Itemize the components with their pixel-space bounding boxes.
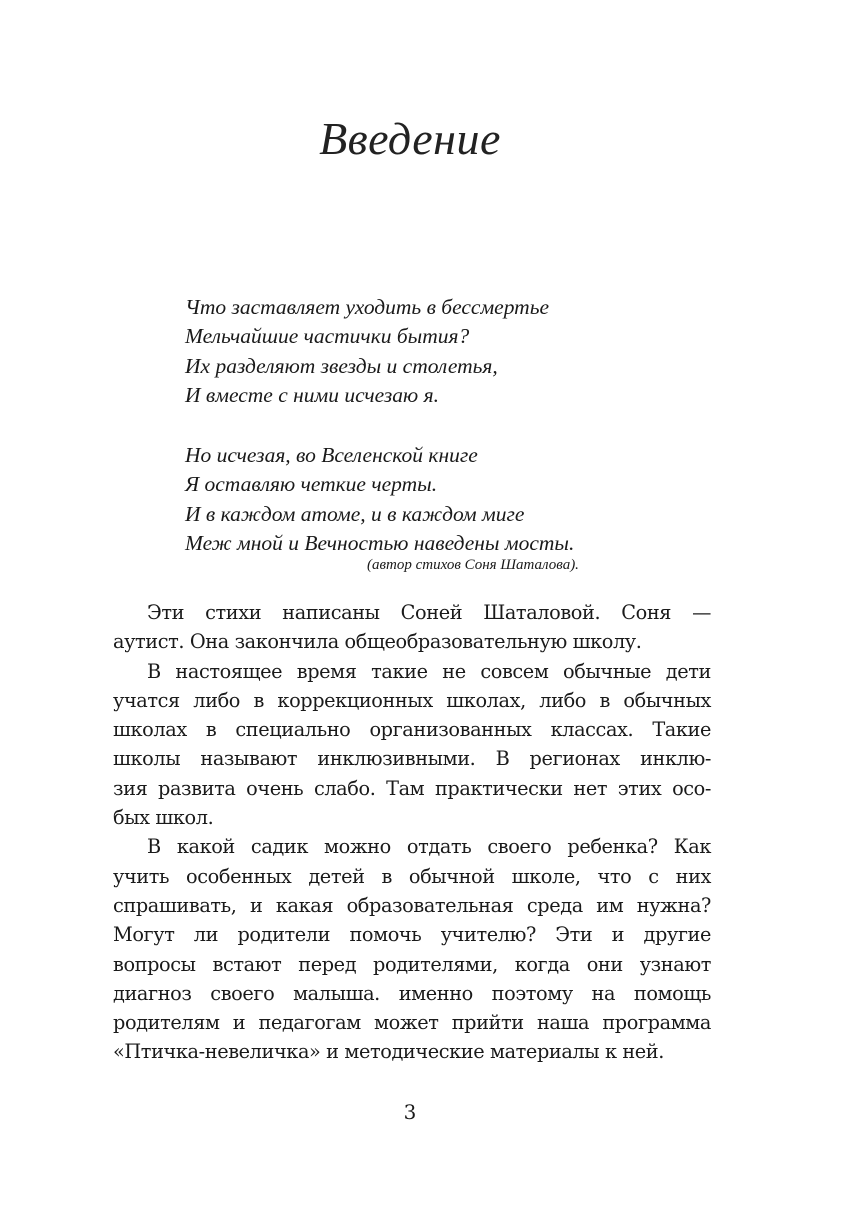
paragraph [113,657,711,833]
text-line: учить особенных детей в обычной школе, что с них [113,864,711,888]
poem-stanza [185,441,574,558]
text-line: В настоящее время такие не совсем обычные дети [147,659,711,683]
body-text [113,598,711,1067]
text-line: школах в специально организованных классах. Такие [113,718,711,742]
text-line: Эти стихи написаны Соней Шаталовой. Соня — [147,601,711,624]
poem-line: Их разделяют звезды и столетья, [185,353,498,378]
chapter-title: Введение [319,113,501,164]
poem-stanza [185,293,574,410]
text-line: «Птичка-невеличка» и методические материалы к ней. [113,1040,664,1064]
text-line: учатся либо в коррекционных школах, либо в обычных [113,688,711,712]
text-line: зия развита очень слабо. Там практически нет этих осо- [113,776,711,800]
poem-line: Мельчайшие частички бытия? [185,324,470,349]
text-line: аутист. Она закончила общеобразовательную школу. [113,630,642,654]
text-line: школы называют инклюзивными. В регионах инклю- [113,747,711,771]
text-line: родителям и педагогам может прийти наша программа [113,1011,711,1035]
poem [185,293,574,558]
page-number: 3 [403,1100,417,1124]
text-line: диагноз своего малыша. именно поэтому на помощь [113,981,711,1005]
text-line: вопросы встают перед родителями, когда они узнают [113,952,711,976]
poem-line: И вместе с ними исчезаю я. [185,382,439,407]
text-line: В какой садик можно отдать своего ребенка? Как [147,835,711,859]
text-line: Могут ли родители помочь учителю? Эти и другие [113,923,711,947]
poem-line: Но исчезая, во Вселенской книге [185,443,478,468]
text-line: бых школ. [113,806,214,830]
poem-line: Что заставляет уходить в бессмертье [185,295,550,319]
poem-line: Меж мной и Вечностью наведены мосты. [185,531,575,556]
poem-line: И в каждом атоме, и в каждом миге [185,501,525,526]
poem-attribution: (автор стихов Соня Шаталова). [367,557,579,573]
paragraph [113,598,711,657]
poem-line: Я оставляю четкие черты. [185,472,438,497]
paragraph [113,832,711,1066]
text-line: спрашивать, и какая образовательная среда им нужна? [113,893,711,917]
